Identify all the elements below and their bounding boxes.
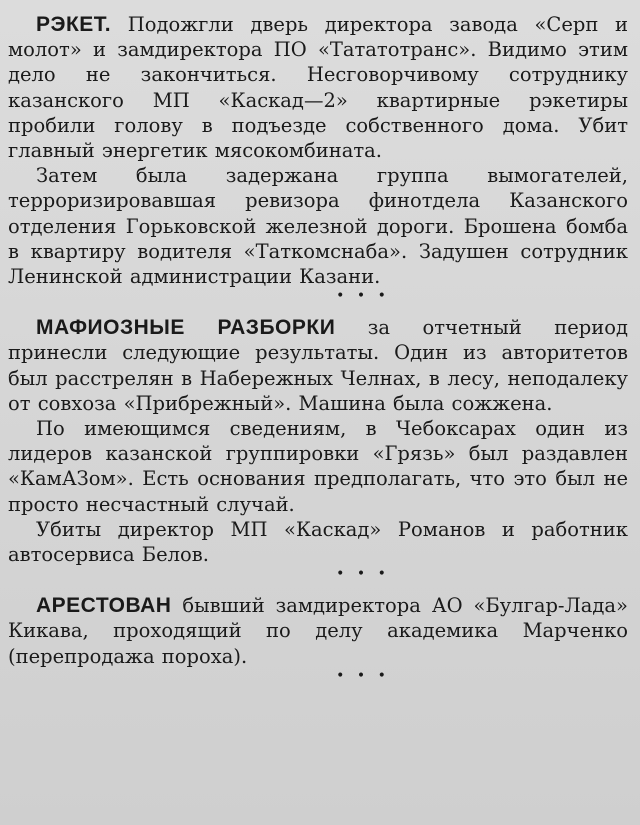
arrested-text-1: бывший замдиректора АО «Булгар-Лада» Кикава, проходящий по делу академика Марченко (перепродажа пороха).: [8, 594, 628, 668]
heading-racket: РЭКЕТ.: [36, 13, 112, 36]
racket-text-2: Затем была задержана группа вымогателей, терроризировавшая ревизора финотдела Казанского отделения Горьковской железной дороги. Брошена бомба в квартиру водителя «Таткомснаба». Задушен сотрудник Ленинской администрации Казани.: [8, 164, 628, 289]
mafia-text-2: По имеющимся сведениям, в Чебоксарах один из лидеров казанской группировки «Грязь» был раздавлен «КамАЗом». Есть основания предполагать, что это был не просто несчастный случай.: [8, 417, 628, 516]
section-racket-paragraph-2: [8, 163, 628, 289]
section-arrested-paragraph-1: [8, 593, 628, 669]
heading-mafia: МАФИОЗНЫЕ РАЗБОРКИ: [36, 316, 336, 340]
separator-dots-3: • • •: [336, 667, 390, 684]
separator-dots-1: • • •: [336, 288, 390, 305]
mafia-text-1: за отчетный период принесли следующие результаты. Один из авторитетов был расстрелян в Набережных Челнах, в лесу, неподалеку от совхоза «Прибрежный». Машина была сожжена.: [8, 316, 628, 415]
section-mafia-paragraph-3: [8, 517, 628, 567]
heading-arrested: АРЕСТОВАН: [36, 594, 172, 618]
separator-dots-2: • • •: [336, 566, 390, 583]
mafia-text-3: Убиты директор МП «Каскад» Романов и работник автосервиса Белов.: [8, 517, 628, 567]
section-racket-paragraph-1: [8, 12, 628, 163]
racket-text-1: Подожгли дверь директора завода «Серп и молот» и замдиректора ПО «Тататотранс». Видимо этим дело не закончиться. Несговорчивому сотруднику казанского МП «Каскад—2» квартирные рэкетиры пробили голову в подъезде собственного дома. Убит главный энергетик мясокомбината.: [8, 13, 628, 163]
section-mafia-paragraph-1: [8, 315, 628, 416]
section-mafia-paragraph-2: [8, 416, 628, 517]
